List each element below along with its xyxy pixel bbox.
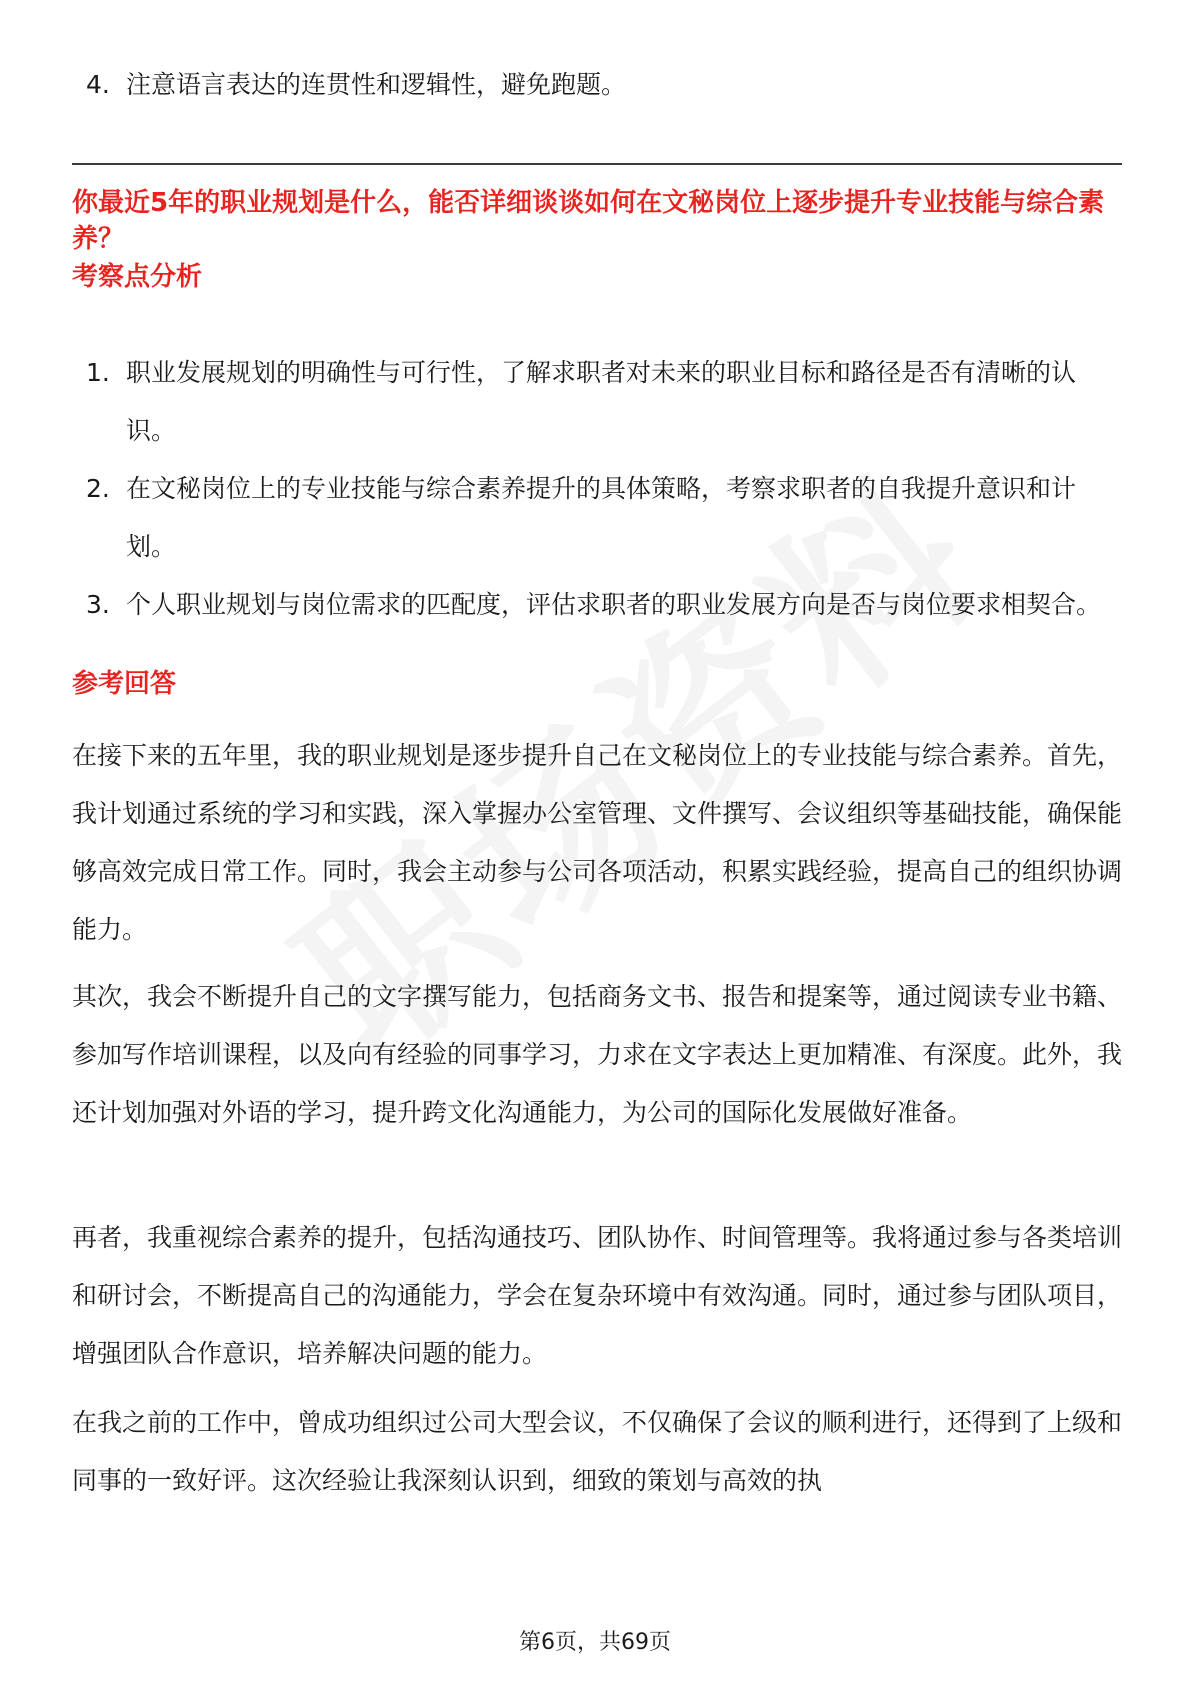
list-item-text: 职业发展规划的明确性与可行性，了解求职者对未来的职业目标和路径是否有清晰的认识。 bbox=[126, 358, 1077, 445]
list-item-number: 3. bbox=[86, 590, 110, 619]
answer-paragraph: 再者，我重视综合素养的提升，包括沟通技巧、团队协作、时间管理等。我将通过参与各类培训和研讨会，不断提高自己的沟通能力，学会在复杂环境中有效沟通。同时，通过参与团队项目，增强团队合作意识，培养解决问题的能力。 bbox=[72, 1223, 1123, 1368]
list-item-text: 注意语言表达的连贯性和逻辑性，避免跑题。 bbox=[126, 70, 627, 99]
answer-paragraph: 在我之前的工作中，曾成功组织过公司大型会议，不仅确保了会议的顺利进行，还得到了上级和同事的一致好评。这次经验让我深刻认识到，细致的策划与高效的执 bbox=[72, 1408, 1123, 1495]
answer-paragraph: 其次，我会不断提升自己的文字撰写能力，包括商务文书、报告和提案等，通过阅读专业书籍、参加写作培训课程，以及向有经验的同事学习，力求在文字表达上更加精准、有深度。此外，我还计划加强对外语的学习，提升跨文化沟通能力，为公司的国际化发展做好准备。 bbox=[72, 982, 1123, 1127]
answer-paragraph: 在接下来的五年里，我的职业规划是逐步提升自己在文秘岗位上的专业技能与综合素养。首先，我计划通过系统的学习和实践，深入掌握办公室管理、文件撰写、会议组织等基础技能，确保能够高效完成日常工作。同时，我会主动参与公司各项活动，积累实践经验，提高自己的组织协调能力。 bbox=[72, 741, 1123, 944]
section-divider bbox=[72, 163, 1122, 165]
list-item-text: 个人职业规划与岗位需求的匹配度，评估求职者的职业发展方向是否与岗位要求相契合。 bbox=[126, 590, 1102, 619]
list-item-number: 1. bbox=[86, 358, 110, 387]
answer-heading: 参考回答 bbox=[72, 669, 177, 699]
list-item-number: 4. bbox=[86, 70, 110, 99]
list-item-text: 在文秘岗位上的专业技能与综合素养提升的具体策略，考察求职者的自我提升意识和计划。 bbox=[126, 474, 1077, 561]
analysis-list bbox=[72, 344, 1122, 634]
list-item bbox=[72, 344, 1122, 460]
list-item bbox=[72, 56, 1176, 114]
page-number: 第6页，共69页 bbox=[519, 1630, 671, 1655]
list-item bbox=[72, 460, 1122, 576]
question-heading: 你最近5年的职业规划是什么，能否详细谈谈如何在文秘岗位上逐步提升专业技能与综合素养？ bbox=[72, 188, 1105, 254]
list-item-number: 2. bbox=[86, 474, 110, 503]
analysis-heading: 考察点分析 bbox=[72, 262, 203, 292]
list-item bbox=[72, 576, 1122, 634]
